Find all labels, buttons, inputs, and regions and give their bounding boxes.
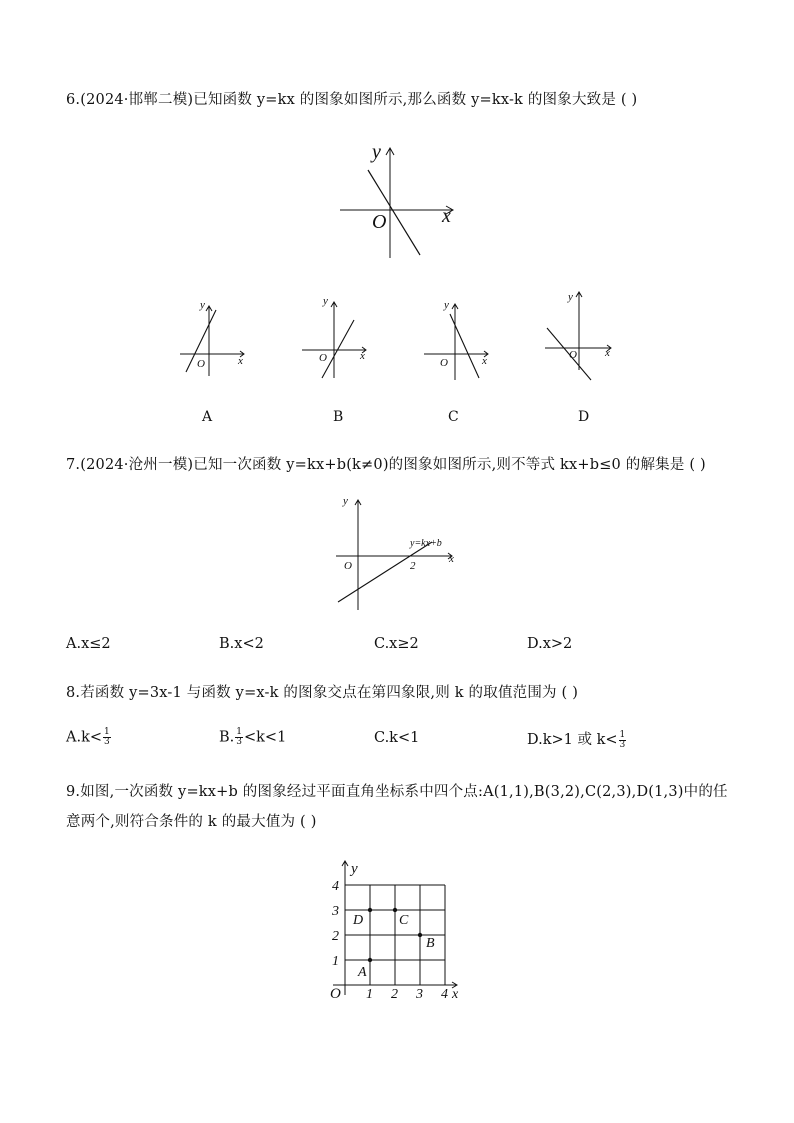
q9-point-label-D: D <box>353 913 364 928</box>
svg-text:x: x <box>452 987 459 1002</box>
q6-option-d-label[interactable]: D <box>578 409 590 425</box>
q6-option-b-label[interactable]: B <box>333 409 344 425</box>
q9-stem-line1: 9.如图,一次函数 y=kx+b 的图象经过平面直角坐标系中四个点:A(1,1),B(3,2),C(2,3),D(1,3)中的任 <box>66 784 728 800</box>
q9-grid-graph <box>325 855 470 1005</box>
q6-option-a-graph <box>178 296 253 376</box>
q9-point-D <box>368 908 372 912</box>
q6-option-a-label[interactable]: A <box>202 409 213 425</box>
q9-xtick-2: 2 <box>391 987 398 1002</box>
q8-stem: 8.若函数 y=3x-1 与函数 y=x-k 的图象交点在第四象限,则 k 的取值范围为 ( ) <box>66 685 579 701</box>
svg-text:2: 2 <box>410 560 416 572</box>
q6-main-graph <box>338 140 458 265</box>
q9-point-B <box>418 933 422 937</box>
svg-text:O: O <box>569 349 577 361</box>
q9-xtick-4: 4 <box>441 987 448 1002</box>
svg-text:x: x <box>449 553 454 565</box>
svg-text:y: y <box>568 291 573 303</box>
q9-ytick-1: 1 <box>332 954 339 969</box>
q8-option-b[interactable]: B. $\frac{1}{3}$ <k<1 <box>219 727 287 747</box>
svg-text:O: O <box>344 560 352 572</box>
q6-main-y: y <box>372 141 381 163</box>
svg-text:y: y <box>444 299 449 311</box>
q6-main-o: O <box>372 211 387 233</box>
q9-point-label-C: C <box>399 913 409 928</box>
q9-stem-line2: 意两个,则符合条件的 k 的最大值为 ( ) <box>66 814 317 830</box>
svg-text:O: O <box>440 357 448 369</box>
q6-main-x: x <box>442 205 451 227</box>
q9-xtick-1: 1 <box>366 987 373 1002</box>
q7-stem: 7.(2024·沧州一模)已知一次函数 y=kx+b(k≠0)的图象如图所示,则不等式 kx+b≤0 的解集是 ( ) <box>66 457 706 473</box>
svg-text:y=kx+b: y=kx+b <box>410 538 442 549</box>
q6-option-c-label[interactable]: C <box>448 409 459 425</box>
svg-text:x: x <box>605 347 610 359</box>
svg-text:y: y <box>200 299 205 311</box>
q7-graph <box>334 492 464 612</box>
q6-option-c-graph <box>422 296 497 381</box>
q9-point-A <box>368 958 372 962</box>
q7-option-b[interactable]: B.x<2 <box>219 636 264 652</box>
svg-text:y: y <box>323 295 328 307</box>
q9-ytick-4: 4 <box>332 879 339 894</box>
q7-option-a[interactable]: A.x≤2 <box>66 636 111 652</box>
q6-option-b-graph <box>300 290 375 380</box>
q7-option-c[interactable]: C.x≥2 <box>374 636 419 652</box>
svg-text:x: x <box>482 355 487 367</box>
q9-points <box>352 908 435 980</box>
q7-option-d[interactable]: D.x>2 <box>527 636 573 652</box>
q9-point-C <box>393 908 397 912</box>
q9-ytick-2: 2 <box>332 929 339 944</box>
svg-text:O: O <box>330 986 341 1002</box>
svg-text:O: O <box>197 358 205 370</box>
svg-text:x: x <box>360 350 365 362</box>
svg-text:y: y <box>351 861 358 877</box>
q9-xtick-3: 3 <box>416 987 423 1002</box>
q8-option-a[interactable]: A.k< $\frac{1}{3}$ <box>66 727 110 747</box>
q9-point-label-B: B <box>426 936 435 951</box>
svg-text:O: O <box>319 352 327 364</box>
q8-option-d[interactable]: D.k>1 或 k< $\frac{1}{3}$ <box>527 729 626 750</box>
q8-option-c[interactable]: C.k<1 <box>374 730 420 746</box>
q6-option-d-graph <box>543 288 618 383</box>
q9-ytick-3: 3 <box>332 904 339 919</box>
svg-text:y: y <box>343 495 348 507</box>
q6-stem: 6.(2024·邯郸二模)已知函数 y=kx 的图象如图所示,那么函数 y=kx-k 的图象大致是 ( ) <box>66 92 638 108</box>
q9-point-label-A: A <box>358 965 367 980</box>
svg-text:x: x <box>238 355 243 367</box>
